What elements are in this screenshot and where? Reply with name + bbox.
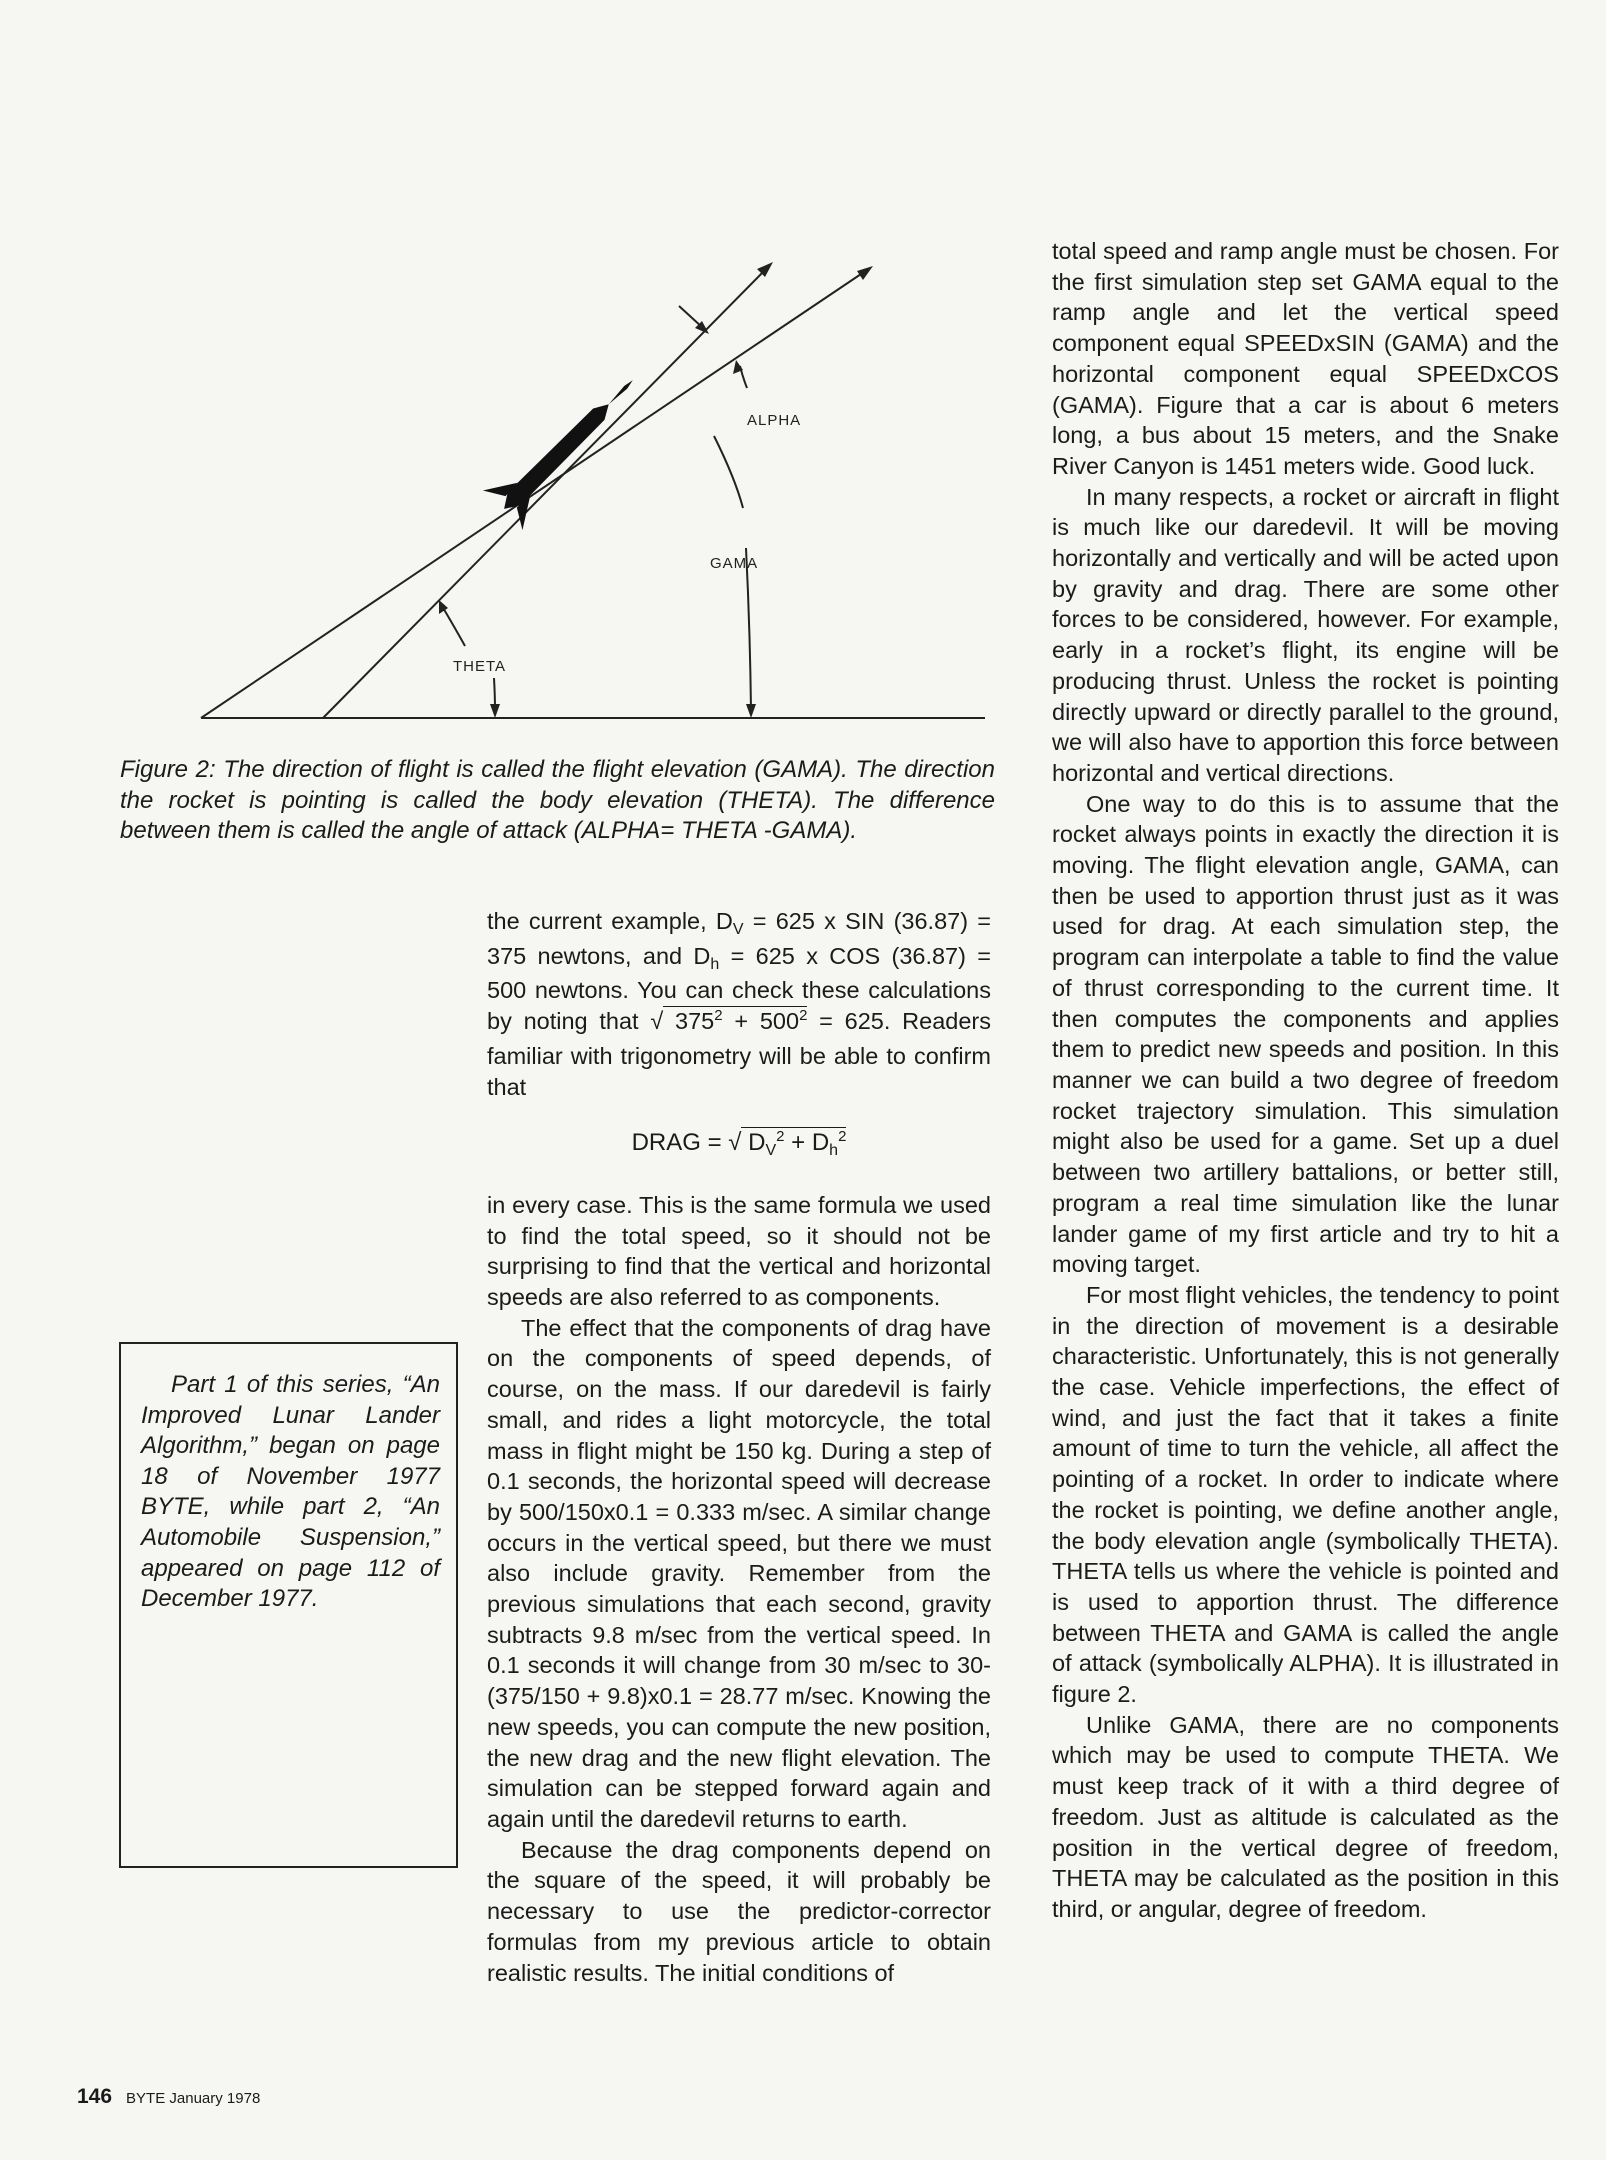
middle-paragraph-3: The effect that the components of drag have on the components of speed depends, of course, on the mass. If our daredevil is fairly small, and rides a light motorcycle, the total mass in flight might be 150 kg. During a step of 0.1 seconds, the horizontal speed will decrease by 500/150x0.1 = 0.333 m/sec. A similar change occurs in the vertical speed, but there we must also include gravity. Remember from the previous simulations that each second, gravity subtracts 9.8 m/sec from the vertical speed. In 0.1 seconds it will change from 30 m/sec to 30-(375/150 + 9.8)x0.1 = 28.77 m/sec. Knowing the new speeds, you can compute the new position, the new drag and the new flight elevation. The simulation can be stepped forward again and again until the daredevil returns to earth. xyxy=(487,1314,991,1832)
right-paragraph-3: One way to do this is to assume that the rocket always points in exactly the direction it is moving. The flight elevation angle, GAMA, can then be used to apportion thrust just as it was used for drag. At each simulation step, the program can interpolate a table to find the value of thrust corresponding to the current time. It then computes the components and applies them to predict new speeds and position. In this manner we can build a two degree of freedom rocket trajectory simulation. This simulation might also be used for a game. Set up a duel between two artillery battalions, or better still, program a real time simulation like the lunar lander game of my first article and try to hit a moving target. xyxy=(1052,790,1559,1278)
series-sidebar-box xyxy=(119,1342,458,1868)
sidebar-text: Part 1 of this series, “An Improved Lunar Lander Algorithm,” began on page 18 of November 1977 BYTE, while part 2, “An Automobile Suspension,” appeared on page 112 of December 1977. xyxy=(141,1371,440,1613)
gama-label: GAMA xyxy=(710,555,759,572)
right-paragraph-2: In many respects, a rocket or aircraft in flight is much like our daredevil. It will be moving horizontally and vertically and will be acted upon by gravity and drag. There are some other forces to be considered, however. For example, early in a rocket’s flight, its engine will be producing thrust. Unless the rocket is pointing directly upward or directly parallel to the ground, we will also have to apportion this force between horizontal and vertical directions. xyxy=(1052,483,1559,786)
right-paragraph-5: Unlike GAMA, there are no components which may be used to compute THETA. We must keep track of it with a third degree of freedom. Just as altitude is calculated as the position in the vertical degree of freedom, THETA may be calculated as the position in this third, or angular, degree of freedom. xyxy=(1052,1711,1559,1922)
theta-arc-upper xyxy=(442,606,465,646)
theta-arrowhead-bottom xyxy=(490,704,500,718)
publication-info: BYTE January 1978 xyxy=(126,2090,261,2107)
middle-column xyxy=(487,906,991,1988)
gama-arc-upper xyxy=(714,436,743,508)
alpha-label: ALPHA xyxy=(747,412,802,429)
middle-paragraph-4: Because the drag components depend on the square of the speed, it will probably be necessary to use the predictor-corrector formulas from my previous article to obtain realistic results. The initial conditions of xyxy=(487,1836,991,1986)
figure-caption: Figure 2: The direction of flight is called the flight elevation (GAMA). The direction the rocket is pointing is called the body elevation (THETA). The difference between them is called the angle of attack (ALPHA= THETA -GAMA). xyxy=(120,756,995,844)
check-radical: √ $375^2 + 500^2$ xyxy=(650,1007,808,1035)
rocket-icon xyxy=(483,360,653,530)
theta-label: THETA xyxy=(453,658,507,675)
flight-direction-arrowhead xyxy=(857,266,873,280)
right-column xyxy=(1052,236,1559,1925)
flight-direction-line xyxy=(201,270,867,718)
page-number: 146 xyxy=(77,2085,113,2108)
figure-2-diagram xyxy=(195,248,995,728)
drag-equation: DRAG = √ $D_V^2 + D_h^2$ xyxy=(631,1128,847,1160)
middle-paragraph-2: in every case. This is the same formula we used to find the total speed, so it should not be surprising to find that the vertical and horizontal speeds are also referred to as components. xyxy=(487,1191,991,1311)
middle-paragraph-1: the current example, $D_V = 625$ x SIN (36.87) = 375 newtons, and $D_h = 625$ x COS (36.87) = 500 newtons. You can check these calculations by noting that √ $375^2 + 500^2 = 625$. Readers familiar with trigonometry will be able to confirm that xyxy=(487,908,991,1100)
theta-arrowhead-top xyxy=(439,600,448,614)
page-footer xyxy=(77,2085,260,2109)
gama-arc-lower xyxy=(746,548,751,710)
body-direction-line xyxy=(323,268,767,718)
right-paragraph-1: total speed and ramp angle must be chosen. For the first simulation step set GAMA equal to the ramp angle and let the vertical speed component equal SPEEDxSIN (GAMA) and the horizontal component equal SPEEDxCOS (GAMA). Figure that a car is about 6 meters long, a bus about 15 meters, and the Snake River Canyon is 1451 meters wide. Good luck. xyxy=(1052,238,1559,479)
gama-arrowhead-bottom xyxy=(746,704,756,718)
right-paragraph-4: For most flight vehicles, the tendency to point in the direction of movement is a desirable characteristic. Unfortunately, this is not generally the case. Vehicle imperfections, the effect of wind, and just the fact that it takes a finite amount of time to turn the vehicle, all affect the pointing of a rocket. In order to indicate where the rocket is pointing, we define another angle, the body elevation angle (symbolically THETA). THETA tells us where the vehicle is pointed and is used to apportion thrust. The difference between THETA and GAMA is called the angle of attack (symbolically ALPHA). It is illustrated in figure 2. xyxy=(1052,1281,1559,1708)
